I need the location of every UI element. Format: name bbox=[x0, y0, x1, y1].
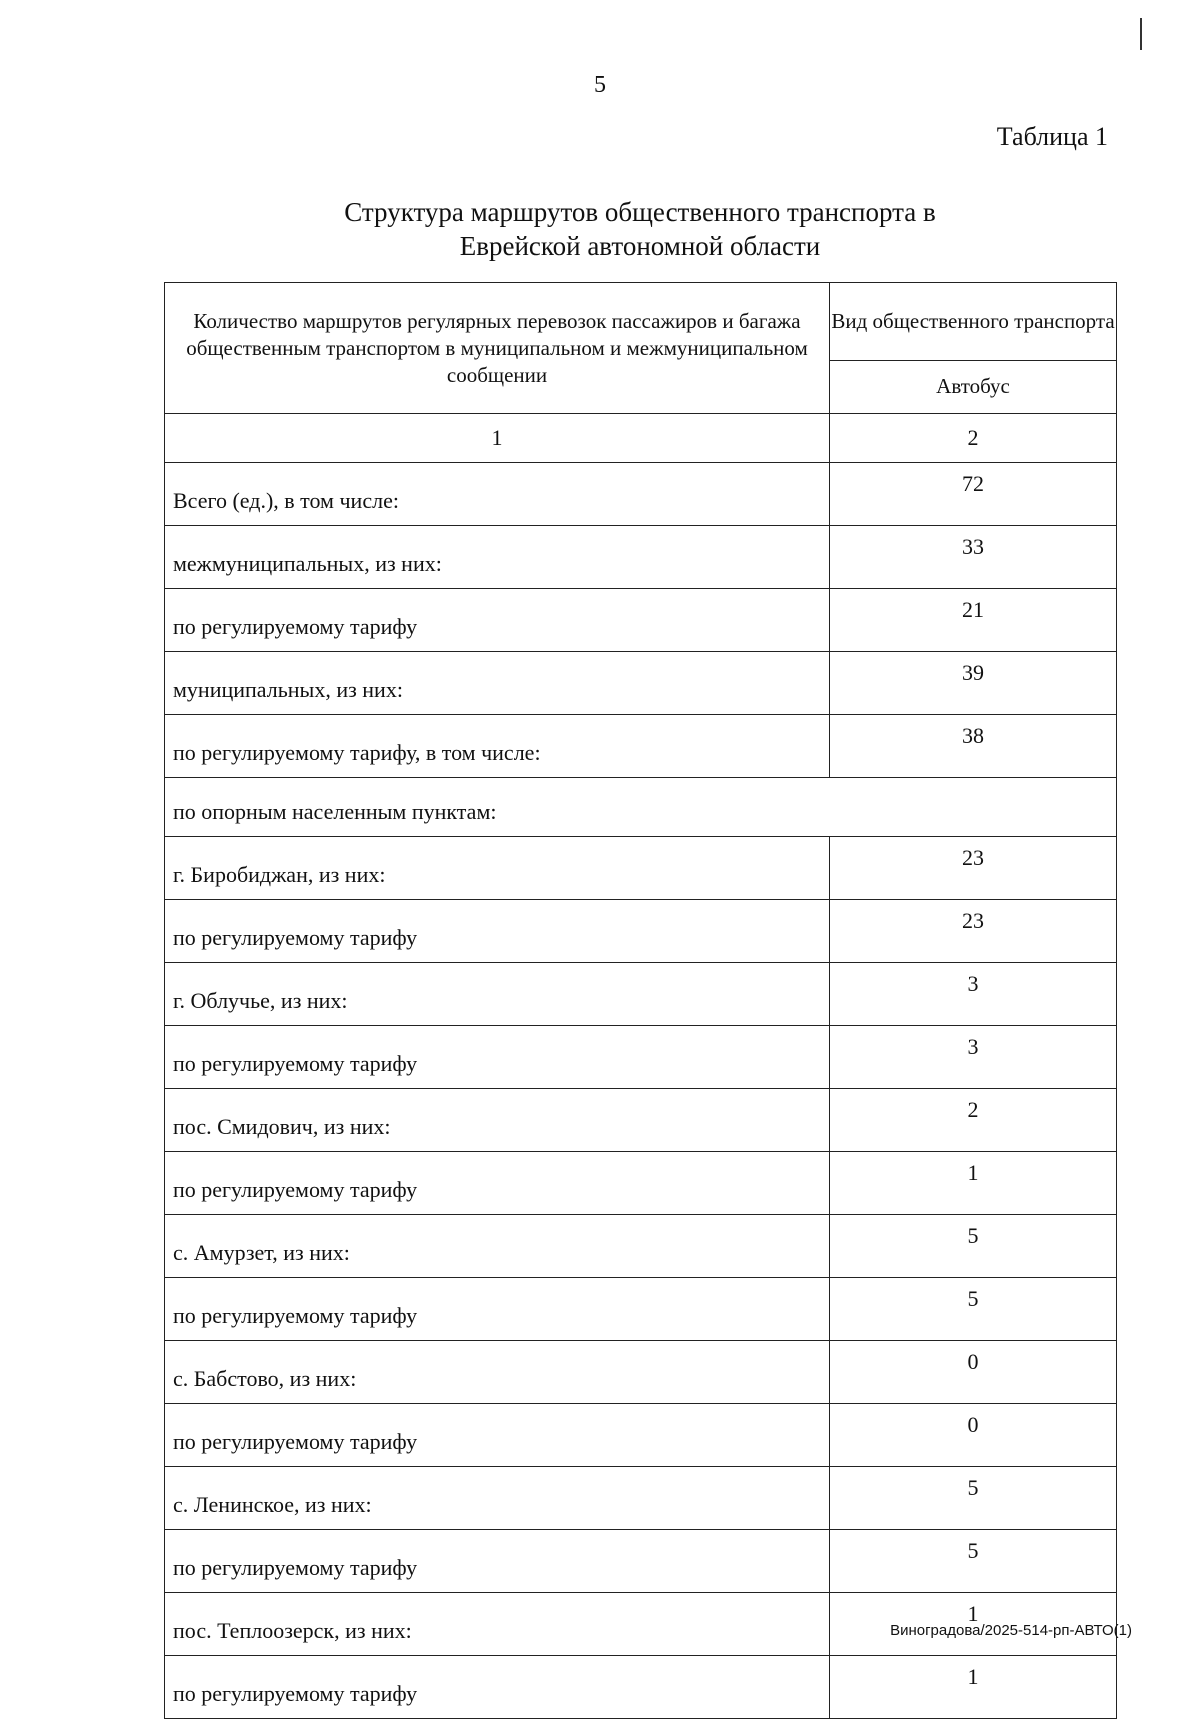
column-number-row bbox=[165, 414, 1117, 463]
row-label: по регулируемому тарифу bbox=[165, 1404, 830, 1467]
document-title bbox=[160, 195, 1120, 263]
span-row-label: по опорным населенным пунктам: bbox=[165, 778, 1117, 837]
table-row bbox=[165, 1026, 1117, 1089]
row-value: 5 bbox=[830, 1530, 1117, 1593]
header-col1: Количество маршрутов регулярных перевозок пассажиров и багажа общественным транспортом в муниципальном и межмуниципальном сообщении bbox=[165, 283, 830, 414]
row-label: г. Биробиджан, из них: bbox=[165, 837, 830, 900]
table-row bbox=[165, 526, 1117, 589]
table-row bbox=[165, 1215, 1117, 1278]
row-value: 72 bbox=[830, 463, 1117, 526]
row-value: 39 bbox=[830, 652, 1117, 715]
row-value: 3 bbox=[830, 1026, 1117, 1089]
footer-reference: Виноградова/2025-514-рп-АВТО(1) bbox=[890, 1622, 1132, 1639]
table-row bbox=[165, 589, 1117, 652]
table-row bbox=[165, 1278, 1117, 1341]
row-value: 33 bbox=[830, 526, 1117, 589]
table-row bbox=[165, 1530, 1117, 1593]
row-label: по регулируемому тарифу bbox=[165, 1026, 830, 1089]
row-value: 5 bbox=[830, 1467, 1117, 1530]
row-label: по регулируемому тарифу bbox=[165, 900, 830, 963]
row-value: 5 bbox=[830, 1215, 1117, 1278]
table-row bbox=[165, 900, 1117, 963]
row-label: по регулируемому тарифу, в том числе: bbox=[165, 715, 830, 778]
row-label: по регулируемому тарифу bbox=[165, 1530, 830, 1593]
table-label: Таблица 1 bbox=[996, 122, 1108, 151]
table-row bbox=[165, 837, 1117, 900]
row-label: с. Ленинское, из них: bbox=[165, 1467, 830, 1530]
row-label: межмуниципальных, из них: bbox=[165, 526, 830, 589]
table-row bbox=[165, 715, 1117, 778]
title-line-1: Структура маршрутов общественного транспорта в bbox=[344, 197, 936, 227]
row-value: 0 bbox=[830, 1341, 1117, 1404]
row-label: по регулируемому тарифу bbox=[165, 1656, 830, 1719]
row-value: 38 bbox=[830, 715, 1117, 778]
row-value: 23 bbox=[830, 837, 1117, 900]
row-label: по регулируемому тарифу bbox=[165, 1152, 830, 1215]
row-value: 23 bbox=[830, 900, 1117, 963]
row-value: 1 bbox=[830, 1656, 1117, 1719]
row-value: 2 bbox=[830, 1089, 1117, 1152]
row-label: пос. Смидович, из них: bbox=[165, 1089, 830, 1152]
table-row bbox=[165, 652, 1117, 715]
row-label: Всего (ед.), в том числе: bbox=[165, 463, 830, 526]
row-label: г. Облучье, из них: bbox=[165, 963, 830, 1026]
row-value: 0 bbox=[830, 1404, 1117, 1467]
table-row bbox=[165, 1656, 1117, 1719]
header-col2-bus: Автобус bbox=[830, 360, 1117, 413]
title-line-2: Еврейской автономной области bbox=[459, 231, 821, 261]
row-value: 21 bbox=[830, 589, 1117, 652]
table-row bbox=[165, 1089, 1117, 1152]
row-value: 5 bbox=[830, 1278, 1117, 1341]
row-value: 3 bbox=[830, 963, 1117, 1026]
row-label: муниципальных, из них: bbox=[165, 652, 830, 715]
routes-table bbox=[164, 282, 1116, 1719]
table-row bbox=[165, 1467, 1117, 1530]
table-row bbox=[165, 463, 1117, 526]
column-number-2: 2 bbox=[830, 414, 1117, 463]
table-row bbox=[165, 1152, 1117, 1215]
scan-edge-mark bbox=[1140, 18, 1142, 50]
row-label: с. Бабстово, из них: bbox=[165, 1341, 830, 1404]
row-label: пос. Теплоозерск, из них: bbox=[165, 1593, 830, 1656]
row-value: 1 bbox=[830, 1593, 1117, 1656]
table-row bbox=[165, 1404, 1117, 1467]
page-number: 5 bbox=[594, 72, 606, 98]
column-number-1: 1 bbox=[165, 414, 830, 463]
table-row bbox=[165, 963, 1117, 1026]
row-label: по регулируемому тарифу bbox=[165, 589, 830, 652]
header-col2-top: Вид общественного транспорта bbox=[830, 283, 1117, 361]
row-label: с. Амурзет, из них: bbox=[165, 1215, 830, 1278]
row-label: по регулируемому тарифу bbox=[165, 1278, 830, 1341]
header-row bbox=[165, 283, 1117, 361]
table-span-row bbox=[165, 778, 1117, 837]
row-value: 1 bbox=[830, 1152, 1117, 1215]
table-row bbox=[165, 1341, 1117, 1404]
